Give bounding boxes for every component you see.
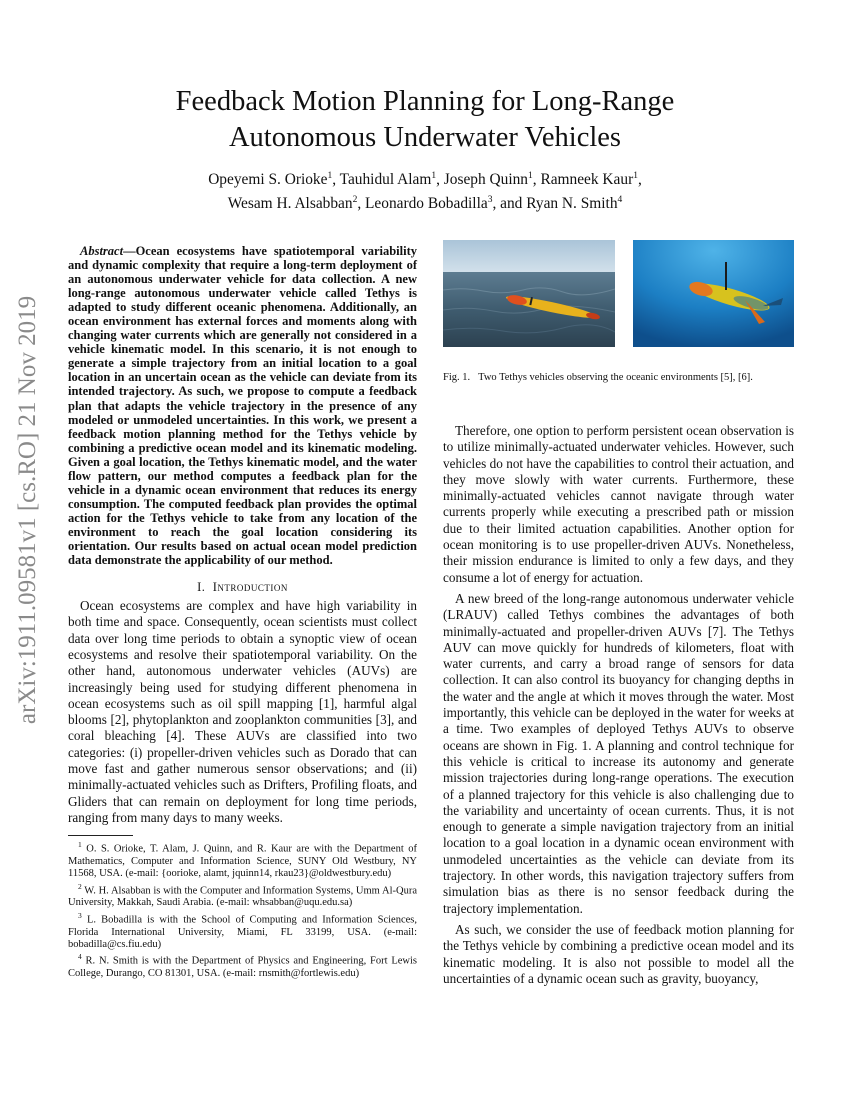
photo-tethys-surface (443, 240, 615, 347)
abstract: Abstract—Ocean ecosystems have spatiotemporal variability and dynamic complexity that require a long-term deployment of an autonomous underwater vehicle for data collection. A new long-range autonomous underwater vehicle called Tethys is adapted to study different oceanic phenomena. Additionally, an ocean environment has external forces and moments along with changing water currents which are generally not considered in a vehicle kinematic model. In this scenario, it is not enough to generate a simple trajectory from an initial location to a goal location in an uncertain ocean as the vehicle can deviate from its intended trajectory. As such, we propose to compute a feedback plan that adapts the vehicle trajectory in the presence of any modeled or unmodeled uncertainties. In this work, we present a feedback motion planning method for the Tethys vehicle by combining a predictive ocean model and its kinematic modeling. Given a goal location, the Tethys kinematic model, and the water flow pattern, our method computes a feedback plan for the vehicle in a dynamic ocean environment that reduces its energy consumption. The computed feedback plan provides the optimal action for the Tethys vehicle to take from any location of the environment to reach the goal location considering its orientation. Our results based on actual ocean model prediction data demonstrate the applicability of our method. (68, 244, 417, 568)
paragraph: Therefore, one option to perform persistent ocean observation is to utilize minimally-actuated underwater vehicles. However, such vehicles do not have the capabilities to control their actuation, and they move slowly with water currents. Furthermore, these minimally-actuated vehicles cannot navigate through water currents properly while executing a prescribed path or mission due to their limited actuation capabilities. Another option for ocean monitoring is to use propeller-driven AUVs. Nonetheless, their mission endurance is limited to only a few days, and they consume a lot of energy for actuation. (443, 423, 794, 585)
right-column-body (443, 423, 794, 987)
abstract-text: Ocean ecosystems have spatiotemporal variability and dynamic complexity that require a long-term deployment of an autonomous underwater vehicle for data collection. A new long-range autonomous underwater vehicle called Tethys is adapted to study different oceanic phenomena. Additionally, an ocean environment has external forces and moments along with changing water currents which are generally not considered in a vehicle kinematic model. In this scenario, it is not enough to generate a simple trajectory from an initial location to a goal location in an uncertain ocean as the vehicle can deviate from its intended trajectory. As such, we propose to compute a feedback plan that adapts the vehicle trajectory in the presence of any modeled or unmodeled uncertainties. In this work, we present a feedback motion planning method for the Tethys vehicle by combining a predictive ocean model and its kinematic modeling. Given a goal location, the Tethys kinematic model, and the water flow pattern, our method computes a feedback plan for the vehicle in a dynamic ocean environment that reduces its energy consumption. The computed feedback plan provides the optimal action for the Tethys vehicle to take from any location of the environment to reach the goal location considering its orientation. Our results based on actual ocean model prediction data demonstrate the applicability of our method. (68, 244, 417, 568)
footnote: $^4$ R. N. Smith is with the Department of Physics and Engineering, Fort Lewis College, Durango, CO 81301, USA. (e-mail: rnsmith@fortlewis.edu) (68, 952, 417, 979)
right-column (443, 240, 794, 987)
author-name: Leonardo Bobadilla (365, 195, 488, 213)
paper-title-line-1: Feedback Motion Planning for Long-Range (175, 86, 675, 117)
footnote: $^3$ L. Bobadilla is with the School of Computing and Information Sciences, Florida International University, Miami, FL 33199, USA. (e-mail: bobadilla@cs.fiu.edu) (68, 910, 417, 950)
paragraph: Ocean ecosystems are complex and have high variability in both time and space. Consequently, ocean scientists must collect data over long time periods to obtain a synoptic view of ocean ecosystems and resolve their spatiotemporal variability. On the other hand, autonomous underwater vehicles (AUVs) are increasingly being used for studying different phenomena in ocean ecosystems such as oil spill mapping [1], harmful algal blooms [2], phytoplankton and zooplankton communities [3], and coral bleaching [4]. These AUVs are classified into two categories: (i) propeller-driven vehicles such as Dorado that can move fast and gather numerous sensor observations; and (ii) minimally-actuated vehicles such as Drifters, Profiling floats, and Gliders that can remain on deployment for long time periods, ranging from many days to many weeks. (68, 598, 417, 825)
author-list: Opeyemi S. Orioke$^1$, Tauhidul Alam$^1$, Joseph Quinn$^1$, Ramneek Kaur$^1$, Wesam H. Alsabban$^2$, Leonardo Bobadilla$^3$, and Ryan N. Smith$^4$ (208, 171, 642, 213)
author-name: Ramneek Kaur (540, 171, 634, 189)
figure-1-caption (443, 371, 794, 384)
footnote: $^2$ W. H. Alsabban is with the Computer and Information Systems, Umm Al-Qura University, Makkah, Saudi Arabia. (e-mail: whsabban@uqu.edu.sa) (68, 881, 417, 909)
figure-caption-text: Two Tethys vehicles observing the oceanic environments [5], [6]. (478, 372, 753, 383)
paper-title-line-2: Autonomous Underwater Vehicles (228, 122, 622, 153)
author-name: Joseph Quinn (443, 171, 528, 189)
arxiv-identifier-text: arXiv:1911.09581v1 [cs.RO] 21 Nov 2019 (14, 295, 41, 725)
section-title: Introduction (212, 580, 288, 595)
author-name: Tauhidul Alam (339, 171, 432, 189)
author-affiliation-mark: 1 (327, 171, 333, 181)
author-affiliation-mark: 3 (487, 195, 493, 206)
tethys-surface-illustration (443, 240, 615, 347)
figure-1 (443, 240, 794, 348)
author-affiliation-mark: 2 (352, 195, 358, 206)
arxiv-identifier-stamp (6, 260, 50, 760)
section-heading-introduction (68, 580, 417, 595)
author-affiliation-mark: 1 (431, 171, 437, 181)
footnote: $^1$ O. S. Orioke, T. Alam, J. Quinn, and R. Kaur are with the Department of Mathematics, Computer and Information Science, SUNY Old Westbury, NY 11568, USA. (e-mail: {oorioke, alamt, jquinn14, rkau23}@oldwestbury.edu) (68, 840, 418, 880)
photo-tethys-underwater (633, 240, 794, 347)
author-affiliation-mark: 4 (617, 195, 623, 206)
author-name: Ryan N. Smith (526, 195, 618, 213)
introduction-body (68, 598, 417, 826)
paragraph: A new breed of the long-range autonomous underwater vehicle (LRAUV) called Tethys combines the advantages of both minimally-actuated and propeller-driven AUVs [7]. The Tethys AUV can move quickly for hundreds of kilometers, float with water currents, and carry a broad range of sensors for data collection. It can also control its buoyancy for changing depths in the water and the angle at which it moves through the water. Most importantly, this vehicle can be deployed in the water for weeks at a time. Two examples of deployed Tethys AUVs to observe oceans are shown in Fig. 1. A planning and control technique for this vehicle is critical to increase its autonomy and generate mission trajectories during long-range operations. The execution of a planned trajectory for this vehicle is also challenging due to the variability and uncertainty of ocean currents. Thus, it is not enough to generate a simple navigation trajectory from an initial location to a goal location in a dynamic ocean environment with unmodeled uncertainties as the vehicle can deviate from its trajectory. In other words, this navigation trajectory suffers from simulation bias as there is no sensor feedback during the trajectory implementation. (443, 590, 794, 916)
footnote-divider (68, 835, 133, 836)
section-number: I. (197, 580, 206, 595)
tethys-underwater-illustration (633, 240, 794, 347)
author-affiliation-mark: 1 (633, 171, 638, 181)
paper-title (80, 84, 770, 156)
author-affiliation-mark: 1 (528, 171, 533, 181)
author-name: Wesam H. Alsabban (227, 195, 353, 213)
figure-label: Fig. 1. (443, 372, 471, 383)
paragraph: As such, we consider the use of feedback motion planning for the Tethys vehicle by combining a predictive ocean model and its kinematic modeling. It is also not possible to model all the uncertainties of a dynamic ocean such as gravity, buoyancy, (443, 921, 794, 986)
abstract-label: Abstract (80, 244, 124, 258)
left-column (68, 244, 417, 980)
author-name: Opeyemi S. Orioke (208, 171, 328, 189)
